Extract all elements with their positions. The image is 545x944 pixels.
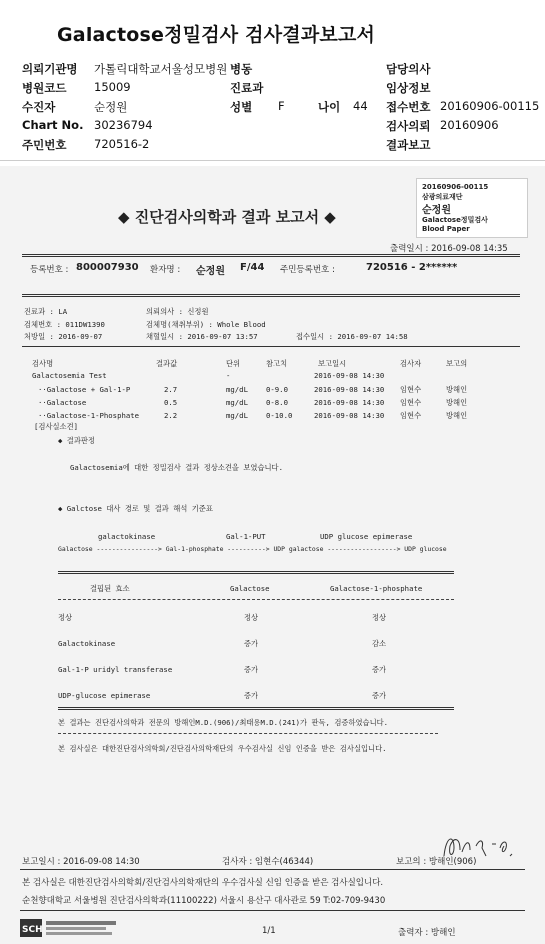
- test-group: Galactosemia Test: [32, 371, 107, 380]
- divider: [22, 346, 520, 347]
- test-unit: mg/dL: [226, 385, 248, 394]
- test-group-time: 2016-09-08 14:30: [314, 371, 385, 380]
- header-label: 수진자: [22, 100, 56, 114]
- enzyme-3: UDP glucose epimerase: [320, 532, 413, 541]
- header-value: 순정원: [94, 100, 128, 114]
- printer: 출력자 : 방해인: [398, 928, 456, 938]
- opinion-label: [검사실소견]: [34, 422, 79, 431]
- col-test-name: 검사명: [32, 359, 54, 368]
- header-value: 20160906: [440, 118, 499, 132]
- divider: [20, 910, 525, 911]
- header-value: 15009: [94, 80, 131, 94]
- judgement-label: ◆ 결과판정: [58, 436, 95, 445]
- test-value: 2.2: [164, 411, 178, 420]
- footer-tester: 검사자 : 임현수(46344): [222, 857, 314, 867]
- footer-cert: 본 검사실은 대한진단검사의학회/진단검사의학재단의 우수검사실 신임 인증을 받은 검사실입니다.: [22, 878, 384, 888]
- header-label: 임상정보: [386, 81, 431, 95]
- header-label: 결과보고: [386, 138, 431, 152]
- divider: [0, 160, 545, 161]
- interp-cell: 증가: [244, 665, 259, 674]
- enzyme-1: galactokinase: [98, 532, 156, 541]
- patient-label: 환자명 :: [150, 265, 181, 275]
- test-name: ··Galactose-1-Phosphate: [38, 411, 140, 420]
- footer-reporter: 보고의 : 방해인(906): [396, 857, 477, 867]
- reg-no: 800007930: [76, 262, 139, 273]
- interp-cell: 정상: [372, 613, 387, 622]
- interp-cell: 증가: [244, 639, 259, 648]
- divider: [58, 707, 454, 710]
- divider: [22, 294, 520, 297]
- test-doc: 방해인: [446, 411, 468, 420]
- receive-time: 접수일시 : 2016-09-07 14:58: [296, 332, 408, 341]
- sex-age: F/44: [240, 262, 265, 273]
- interp-cell: 정상: [244, 613, 259, 622]
- cert-text: 본 검사실은 대한진단검사의학회/진단검사의학재단의 우수검사실 신임 인증을 받은 검사실입니다.: [58, 744, 387, 753]
- header-label: 병동: [230, 62, 253, 76]
- test-tech: 임현수: [400, 385, 422, 394]
- dept: 진료과 : LA: [24, 307, 68, 316]
- specimen-stamp: [416, 178, 528, 238]
- test-unit: mg/dL: [226, 398, 248, 407]
- judgement-text: Galactosemia에 대한 정밀검사 결과 정상소견을 보였습니다.: [70, 463, 284, 472]
- interp-cell: 감소: [372, 639, 387, 648]
- divider: [58, 599, 454, 600]
- stamp-line: Blood Paper: [422, 225, 470, 233]
- test-ref: 0-10.0: [266, 411, 293, 420]
- table-header-galactose: Galactose: [230, 584, 270, 593]
- header-label: 성별: [230, 100, 253, 114]
- header-value: 720516-2: [94, 137, 150, 151]
- stamp-line: 순정원: [422, 205, 451, 216]
- interp-cell: Gal-1-P uridyl transferase: [58, 665, 173, 674]
- divider: [58, 733, 438, 734]
- table-header-enzyme: 결핍된 효소: [90, 584, 130, 593]
- interp-cell: 증가: [372, 691, 387, 700]
- test-tech: 임현수: [400, 411, 422, 420]
- table-header-gal1p: Galactose-1-phosphate: [330, 584, 423, 593]
- rrn-label: 주민등록번호 :: [280, 265, 335, 275]
- order-date: 처방일 : 2016-09-07: [24, 332, 103, 341]
- header-label: 의뢰기관명: [22, 62, 78, 76]
- header-label: 진료과: [230, 81, 264, 95]
- print-time: 출력일시 : 2016-09-08 14:35: [390, 244, 508, 254]
- rrn: 720516 - 2******: [366, 262, 458, 273]
- confirm-text: 본 결과는 진단검사의학과 전문의 방해인M.D.(906)/최태용M.D.(241)가 판독, 검증하였습니다.: [58, 718, 389, 727]
- footer-hospital: 순천향대학교 서울병원 진단검사의학과(11100222) 서울시 용산구 대사관로 59 T:02-709-9430: [22, 896, 386, 906]
- test-group-dash: -: [226, 371, 231, 380]
- patient-name: 순정원: [196, 266, 225, 277]
- divider: [58, 571, 454, 574]
- report-title: Galactose정밀검사 검사결과보고서: [57, 24, 376, 46]
- interp-cell: 정상: [58, 613, 73, 622]
- scan-title: ◆ 진단검사의학과 결과 보고서 ◆: [118, 208, 336, 226]
- footer-report-time: 보고일시 : 2016-09-08 14:30: [22, 857, 140, 867]
- test-ref: 0-8.0: [266, 398, 288, 407]
- divider: [22, 254, 520, 257]
- specimen-name: 검체명(채취부위) : Whole Blood: [146, 320, 266, 329]
- page-number: 1/1: [262, 926, 276, 936]
- interp-cell: Galactokinase: [58, 639, 116, 648]
- stamp-line: 삼광의료재단: [422, 193, 463, 201]
- header-label: 나이: [318, 100, 341, 114]
- divider: [20, 869, 525, 870]
- reg-label: 등록번호 :: [30, 265, 69, 275]
- header-label: 병원코드: [22, 81, 67, 95]
- col-ref: 참고치: [266, 359, 288, 368]
- test-name: ··Galactose + Gal-1-P: [38, 385, 131, 394]
- header-label: 담당의사: [386, 62, 431, 76]
- interp-cell: UDP-glucose epimerase: [58, 691, 151, 700]
- collect-time: 채혈일시 : 2016-09-07 13:57: [146, 332, 258, 341]
- stamp-line: Galactose정밀검사: [422, 216, 488, 224]
- specimen-no: 검체번호 : 011DW1390: [24, 320, 105, 329]
- scanned-report: [0, 166, 545, 944]
- test-unit: mg/dL: [226, 411, 248, 420]
- header-value: 44: [353, 99, 368, 113]
- header-value: 20160906-00115: [440, 99, 540, 113]
- test-name: ··Galactose: [38, 398, 87, 407]
- test-doc: 방해인: [446, 398, 468, 407]
- header-value: 30236794: [94, 118, 153, 132]
- col-report-time: 보고일시: [318, 359, 347, 368]
- test-time: 2016-09-08 14:30: [314, 398, 385, 407]
- header-value: 가톨릭대학교서울성모병원: [94, 62, 228, 76]
- header-label: 검사의뢰: [386, 119, 431, 133]
- col-doctor: 보고의: [446, 359, 468, 368]
- doctor: 의뢰의사 : 신정원: [146, 307, 209, 316]
- test-tech: 임현수: [400, 398, 422, 407]
- test-ref: 0-9.0: [266, 385, 288, 394]
- hospital-logo: [20, 919, 120, 937]
- col-tech: 검사자: [400, 359, 422, 368]
- test-time: 2016-09-08 14:30: [314, 411, 385, 420]
- col-unit: 단위: [226, 359, 241, 368]
- header-label: Chart No.: [22, 118, 84, 132]
- header-label: 접수번호: [386, 100, 431, 114]
- col-value: 결과값: [156, 359, 178, 368]
- test-doc: 방해인: [446, 385, 468, 394]
- svg-text:SCH: SCH: [22, 925, 43, 935]
- metabolism-title: ◆ Galctose 대사 경로 및 결과 해석 기준표: [58, 504, 213, 513]
- interp-cell: 증가: [244, 691, 259, 700]
- stamp-line: 20160906-00115: [422, 183, 489, 191]
- test-value: 0.5: [164, 398, 178, 407]
- test-time: 2016-09-08 14:30: [314, 385, 385, 394]
- test-value: 2.7: [164, 385, 178, 394]
- pathway-line: Galactose ----------------> Gal-1-phosphate ----------> UDP galactose ------------------> UDP glucose: [58, 545, 447, 553]
- header-value: F: [278, 99, 285, 113]
- enzyme-2: Gal-1-PUT: [226, 532, 266, 541]
- interp-cell: 증가: [372, 665, 387, 674]
- header-label: 주민번호: [22, 138, 67, 152]
